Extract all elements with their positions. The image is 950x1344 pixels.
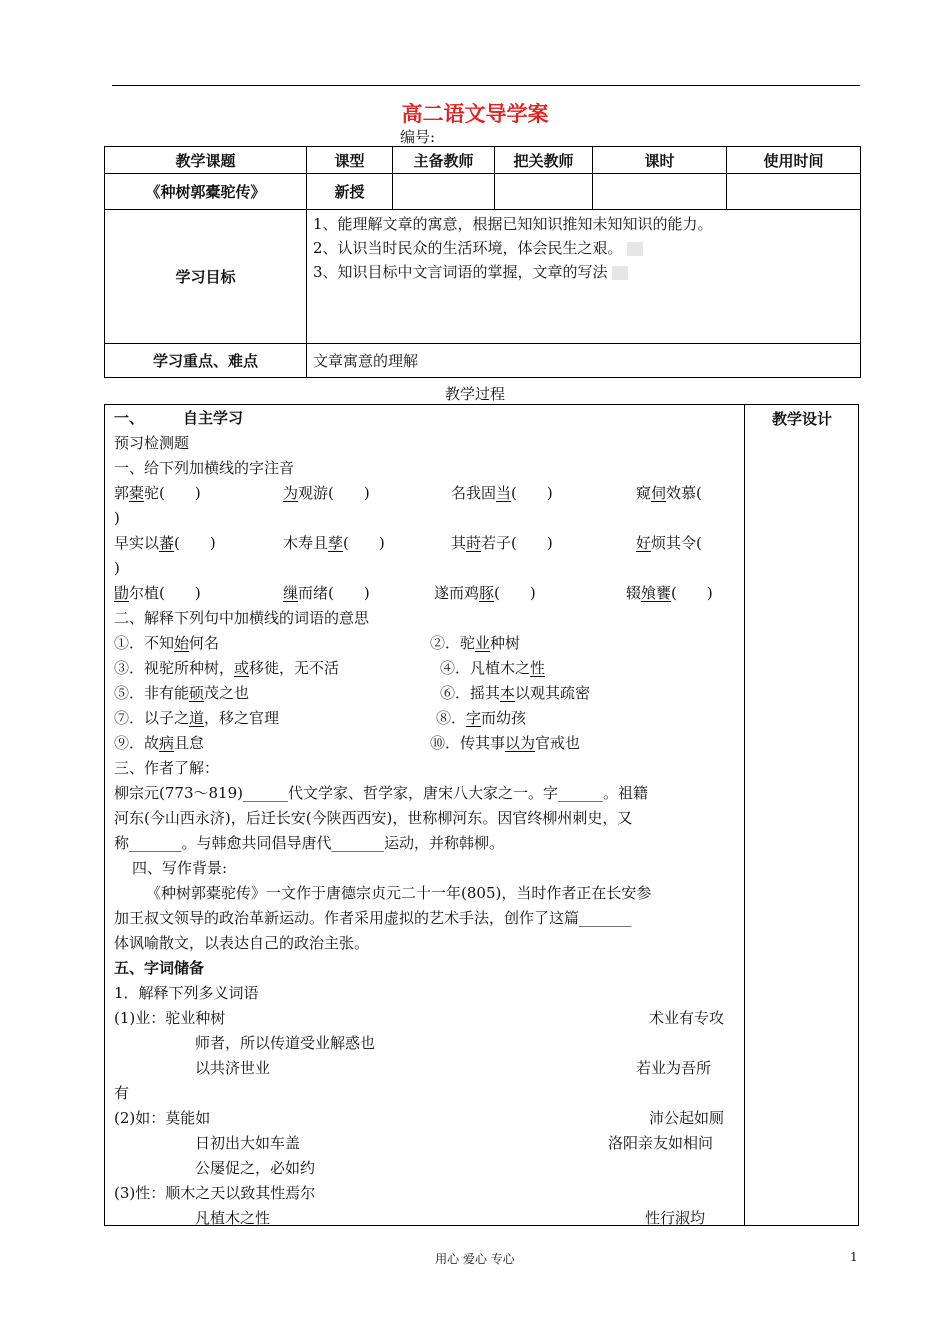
author-line: 柳宗元(773～819)______代文学家、哲学家，唐宋八大家之一。字______。祖籍	[114, 784, 648, 802]
polysemy-line: 师者，所以传道受业解惑也	[195, 1034, 376, 1052]
background-line: 《种树郭橐驼传》一文作于唐德宗贞元二十一年(805)，当时作者正在长安参	[146, 884, 652, 902]
word-item: ⑦．以子之道，移之官理	[114, 709, 280, 727]
polysemy-line: 性行淑均	[645, 1209, 706, 1227]
date-value	[727, 174, 861, 210]
focus-value: 文章寓意的理解	[307, 344, 861, 378]
type-value: 新授	[307, 174, 393, 210]
q3-title: 三、作者了解：	[114, 759, 220, 777]
goal-item: 1、能理解文章的寓意，根据已知知识推知未知知识的能力。	[313, 215, 713, 233]
q1-title: 一、给下列加横线的字注音	[114, 459, 295, 477]
review-teacher-value	[495, 174, 593, 210]
word-item: ⑧．字而幼孩	[436, 709, 527, 727]
section-1-number: 一、	[114, 409, 145, 427]
author-line: 河东(今山西永济)，后迁长安(今陕西西安)，世称柳河东。因官终柳州刺史，又	[114, 809, 633, 827]
periods-value	[593, 174, 727, 210]
pinyin-item: 辍飧饔( )	[626, 584, 713, 602]
word-item: ⑥．摇其本以观其疏密	[440, 684, 591, 702]
info-table	[104, 146, 861, 378]
pinyin-item: 缫而绪( )	[283, 584, 370, 602]
pinyin-item: )	[114, 559, 120, 577]
header-review-teacher: 把关教师	[495, 147, 593, 174]
lead-teacher-value	[393, 174, 495, 210]
polysemy-line: 日初出大如车盖	[195, 1134, 301, 1152]
highlight-mark	[627, 242, 643, 256]
section-1-title: 自主学习	[183, 409, 244, 427]
design-column-label: 教学设计	[771, 410, 832, 428]
author-line: 称_______。与韩愈共同倡导唐代_______运动，并称韩柳。	[114, 834, 505, 852]
footer-slogan: 用心 爱心 专心	[435, 1252, 515, 1266]
goal-item: 2、认识当时民众的生活环境，体会民生之艰。	[313, 236, 854, 260]
goal-item: 3、知识目标中文言词语的掌握，文章的写法	[313, 260, 854, 284]
word-item: ③．视驼所种树，或移徙，无不活	[114, 659, 340, 677]
pinyin-item: 早实以蕃( )	[114, 534, 216, 552]
header-topic: 教学课题	[105, 147, 307, 174]
polysemy-line: 以共济世业	[195, 1059, 271, 1077]
pinyin-item: 遂而鸡豚( )	[434, 584, 536, 602]
pinyin-item: 勖尔植( )	[114, 584, 201, 602]
focus-label: 学习重点、难点	[105, 344, 307, 378]
section-5-title: 五、字词储备	[114, 959, 205, 977]
polysemy-line: 公屡促之，必如约	[195, 1159, 316, 1177]
word-item: ②．驼业种树	[430, 634, 521, 652]
word-item: ①．不知始何名	[114, 634, 220, 652]
polysemy-line: 沛公起如厕	[649, 1109, 725, 1127]
pinyin-item: 为观游( )	[283, 484, 370, 502]
polysemy-line: (2)如：莫能如	[114, 1109, 211, 1127]
header-lead-teacher: 主备教师	[393, 147, 495, 174]
page-number: 1	[850, 1250, 858, 1264]
polysemy-line: 若业为吾所	[636, 1059, 712, 1077]
info-value-row	[105, 174, 861, 210]
pinyin-item: 木寿且孳( )	[283, 534, 385, 552]
polysemy-line: 洛阳亲友如相问	[608, 1134, 714, 1152]
pinyin-item: 郭橐驼( )	[114, 484, 201, 502]
pinyin-item: 好烦其令(	[636, 534, 702, 552]
header-date: 使用时间	[727, 147, 861, 174]
word-item: ⑩．传其事以为官戒也	[430, 734, 581, 752]
header-type: 课型	[307, 147, 393, 174]
highlight-mark	[612, 266, 628, 280]
goals-label: 学习目标	[105, 210, 307, 344]
polysemy-line: 凡植木之性	[195, 1209, 271, 1227]
polysemy-line: (3)性：顺木之天以致其性焉尔	[114, 1184, 316, 1202]
q4-title: 四、写作背景:	[132, 859, 228, 877]
topic-value: 《种树郭橐驼传》	[105, 174, 307, 210]
polysemy-line: 有	[114, 1084, 130, 1102]
pinyin-item: 窥伺效慕(	[636, 484, 702, 502]
header-rule	[112, 85, 860, 86]
polysemy-title: 1．解释下列多义词语	[114, 984, 259, 1002]
serial-label: 编号:	[400, 128, 436, 146]
polysemy-line: (1)业：驼业种树	[114, 1009, 226, 1027]
word-item: ⑨．故病且怠	[114, 734, 205, 752]
pinyin-item: )	[114, 509, 120, 527]
background-line: 加王叔文领导的政治革新运动。作者采用虚拟的艺术手法，创作了这篇_______	[114, 909, 632, 927]
goals-row	[105, 210, 861, 344]
preview-heading: 预习检测题	[114, 434, 190, 452]
pinyin-item: 其莳若子( )	[451, 534, 553, 552]
header-periods: 课时	[593, 147, 727, 174]
pinyin-item: 名我固当( )	[451, 484, 553, 502]
info-header-row	[105, 147, 861, 174]
process-label: 教学过程	[444, 385, 505, 403]
page-title: 高二语文导学案	[401, 102, 549, 126]
polysemy-line: 术业有专攻	[649, 1009, 725, 1027]
focus-row	[105, 344, 861, 378]
goals-cell	[307, 210, 861, 344]
process-divider	[744, 404, 745, 1226]
background-line: 体讽喻散文，以表达自己的政治主张。	[114, 934, 370, 952]
word-item: ⑤．非有能硕茂之也	[114, 684, 250, 702]
word-item: ④．凡植木之性	[440, 659, 546, 677]
q2-title: 二、解释下列句中加横线的词语的意思	[114, 609, 370, 627]
